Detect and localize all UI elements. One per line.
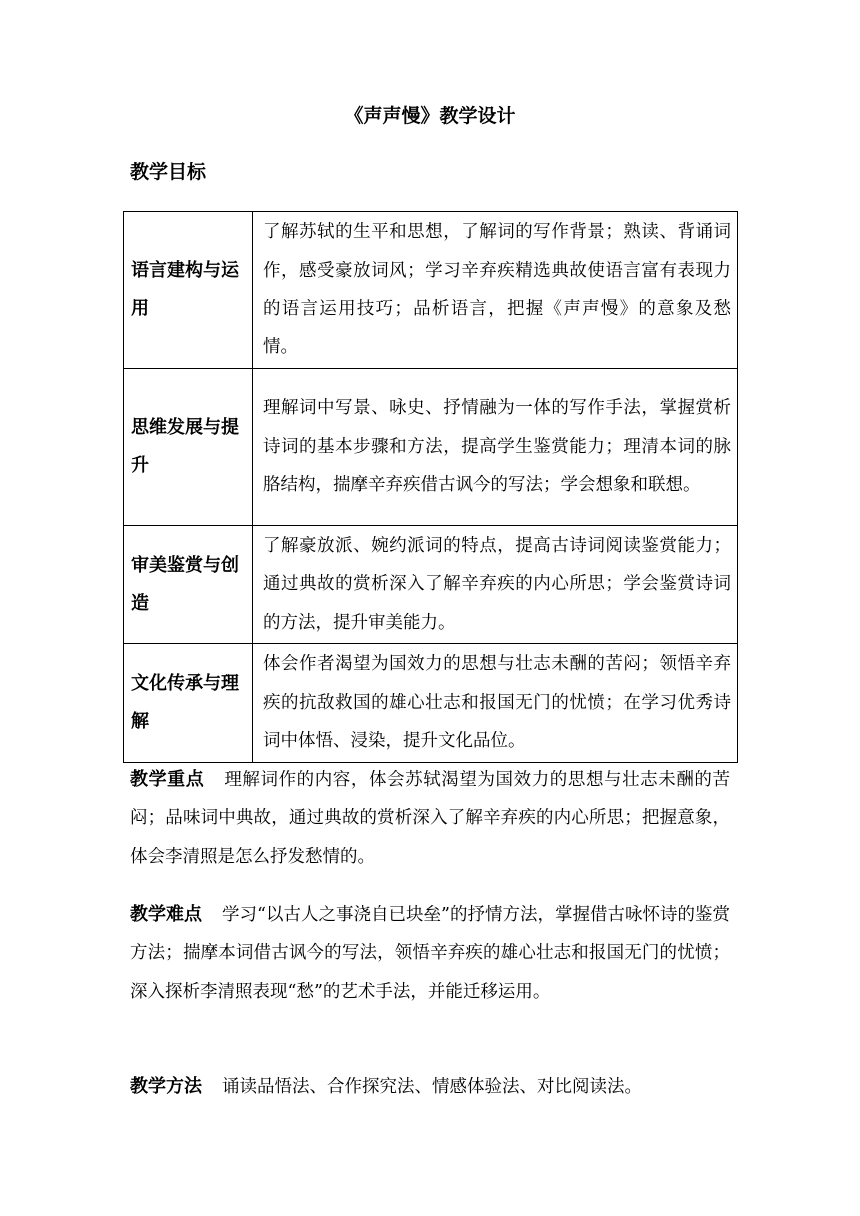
difficult-points-paragraph xyxy=(130,896,730,1011)
goal-label-thinking: 思维发展与提升 xyxy=(124,369,253,526)
goal-row-language xyxy=(124,212,738,369)
goal-label-language: 语言建构与运用 xyxy=(124,212,253,369)
goal-row-thinking xyxy=(124,369,738,526)
methods-paragraph xyxy=(130,1068,730,1106)
difficult-points-text: 学习“以古人之事浇自已块垒”的抒情方法，掌握借古咏怀诗的鉴赏方法；揣摩本词借古讽今的写法，领悟辛弃疾的雄心壮志和报国无门的忧愤；深入探析李清照表现“愁”的艺术手法，并能迁移运用。 xyxy=(130,905,730,1002)
page-title: 《声声慢》教学设计 xyxy=(344,105,516,127)
goal-text-culture: 体会作者渴望为国效力的思想与壮志未酬的苦闷；领悟辛弃疾的抗敌救国的雄心壮志和报国无门的忧愤；在学习优秀诗词中体悟、浸染，提升文化品位。 xyxy=(253,644,738,763)
goal-label-aesthetic: 审美鉴赏与创造 xyxy=(124,526,253,644)
methods-text: 诵读品悟法、合作探究法、情感体验法、对比阅读法。 xyxy=(222,1077,642,1097)
key-points-label: 教学重点 xyxy=(130,769,205,790)
key-points-paragraph xyxy=(130,761,730,876)
key-points-text: 理解词作的内容，体会苏轼渴望为国效力的思想与壮志未酬的苦闷；品味词中典故，通过典故的赏析深入了解辛弃疾的内心所思；把握意象，体会李清照是怎么抒发愁情的。 xyxy=(130,770,731,867)
difficult-points-label: 教学难点 xyxy=(130,904,203,925)
goal-row-aesthetic xyxy=(124,526,738,644)
goal-text-language: 了解苏轼的生平和思想，了解词的写作背景；熟读、背诵词作，感受豪放词风；学习辛弃疾精选典故使语言富有表现力的语言运用技巧；品析语言，把握《声声慢》的意象及愁情。 xyxy=(253,212,738,369)
goal-text-thinking: 理解词中写景、咏史、抒情融为一体的写作手法，掌握赏析诗词的基本步骤和方法，提高学生鉴赏能力；理清本词的脉胳结构，揣摩辛弃疾借古讽今的写法；学会想象和联想。 xyxy=(253,369,738,526)
methods-label: 教学方法 xyxy=(130,1076,202,1097)
goal-text-aesthetic: 了解豪放派、婉约派词的特点，提高古诗词阅读鉴赏能力；通过典故的赏析深入了解辛弃疾的内心所思；学会鉴赏诗词的方法，提升审美能力。 xyxy=(253,526,738,644)
goal-row-culture xyxy=(124,644,738,763)
goal-label-culture: 文化传承与理解 xyxy=(124,644,253,763)
goals-heading: 教学目标 xyxy=(130,161,207,183)
goals-table xyxy=(123,211,738,763)
